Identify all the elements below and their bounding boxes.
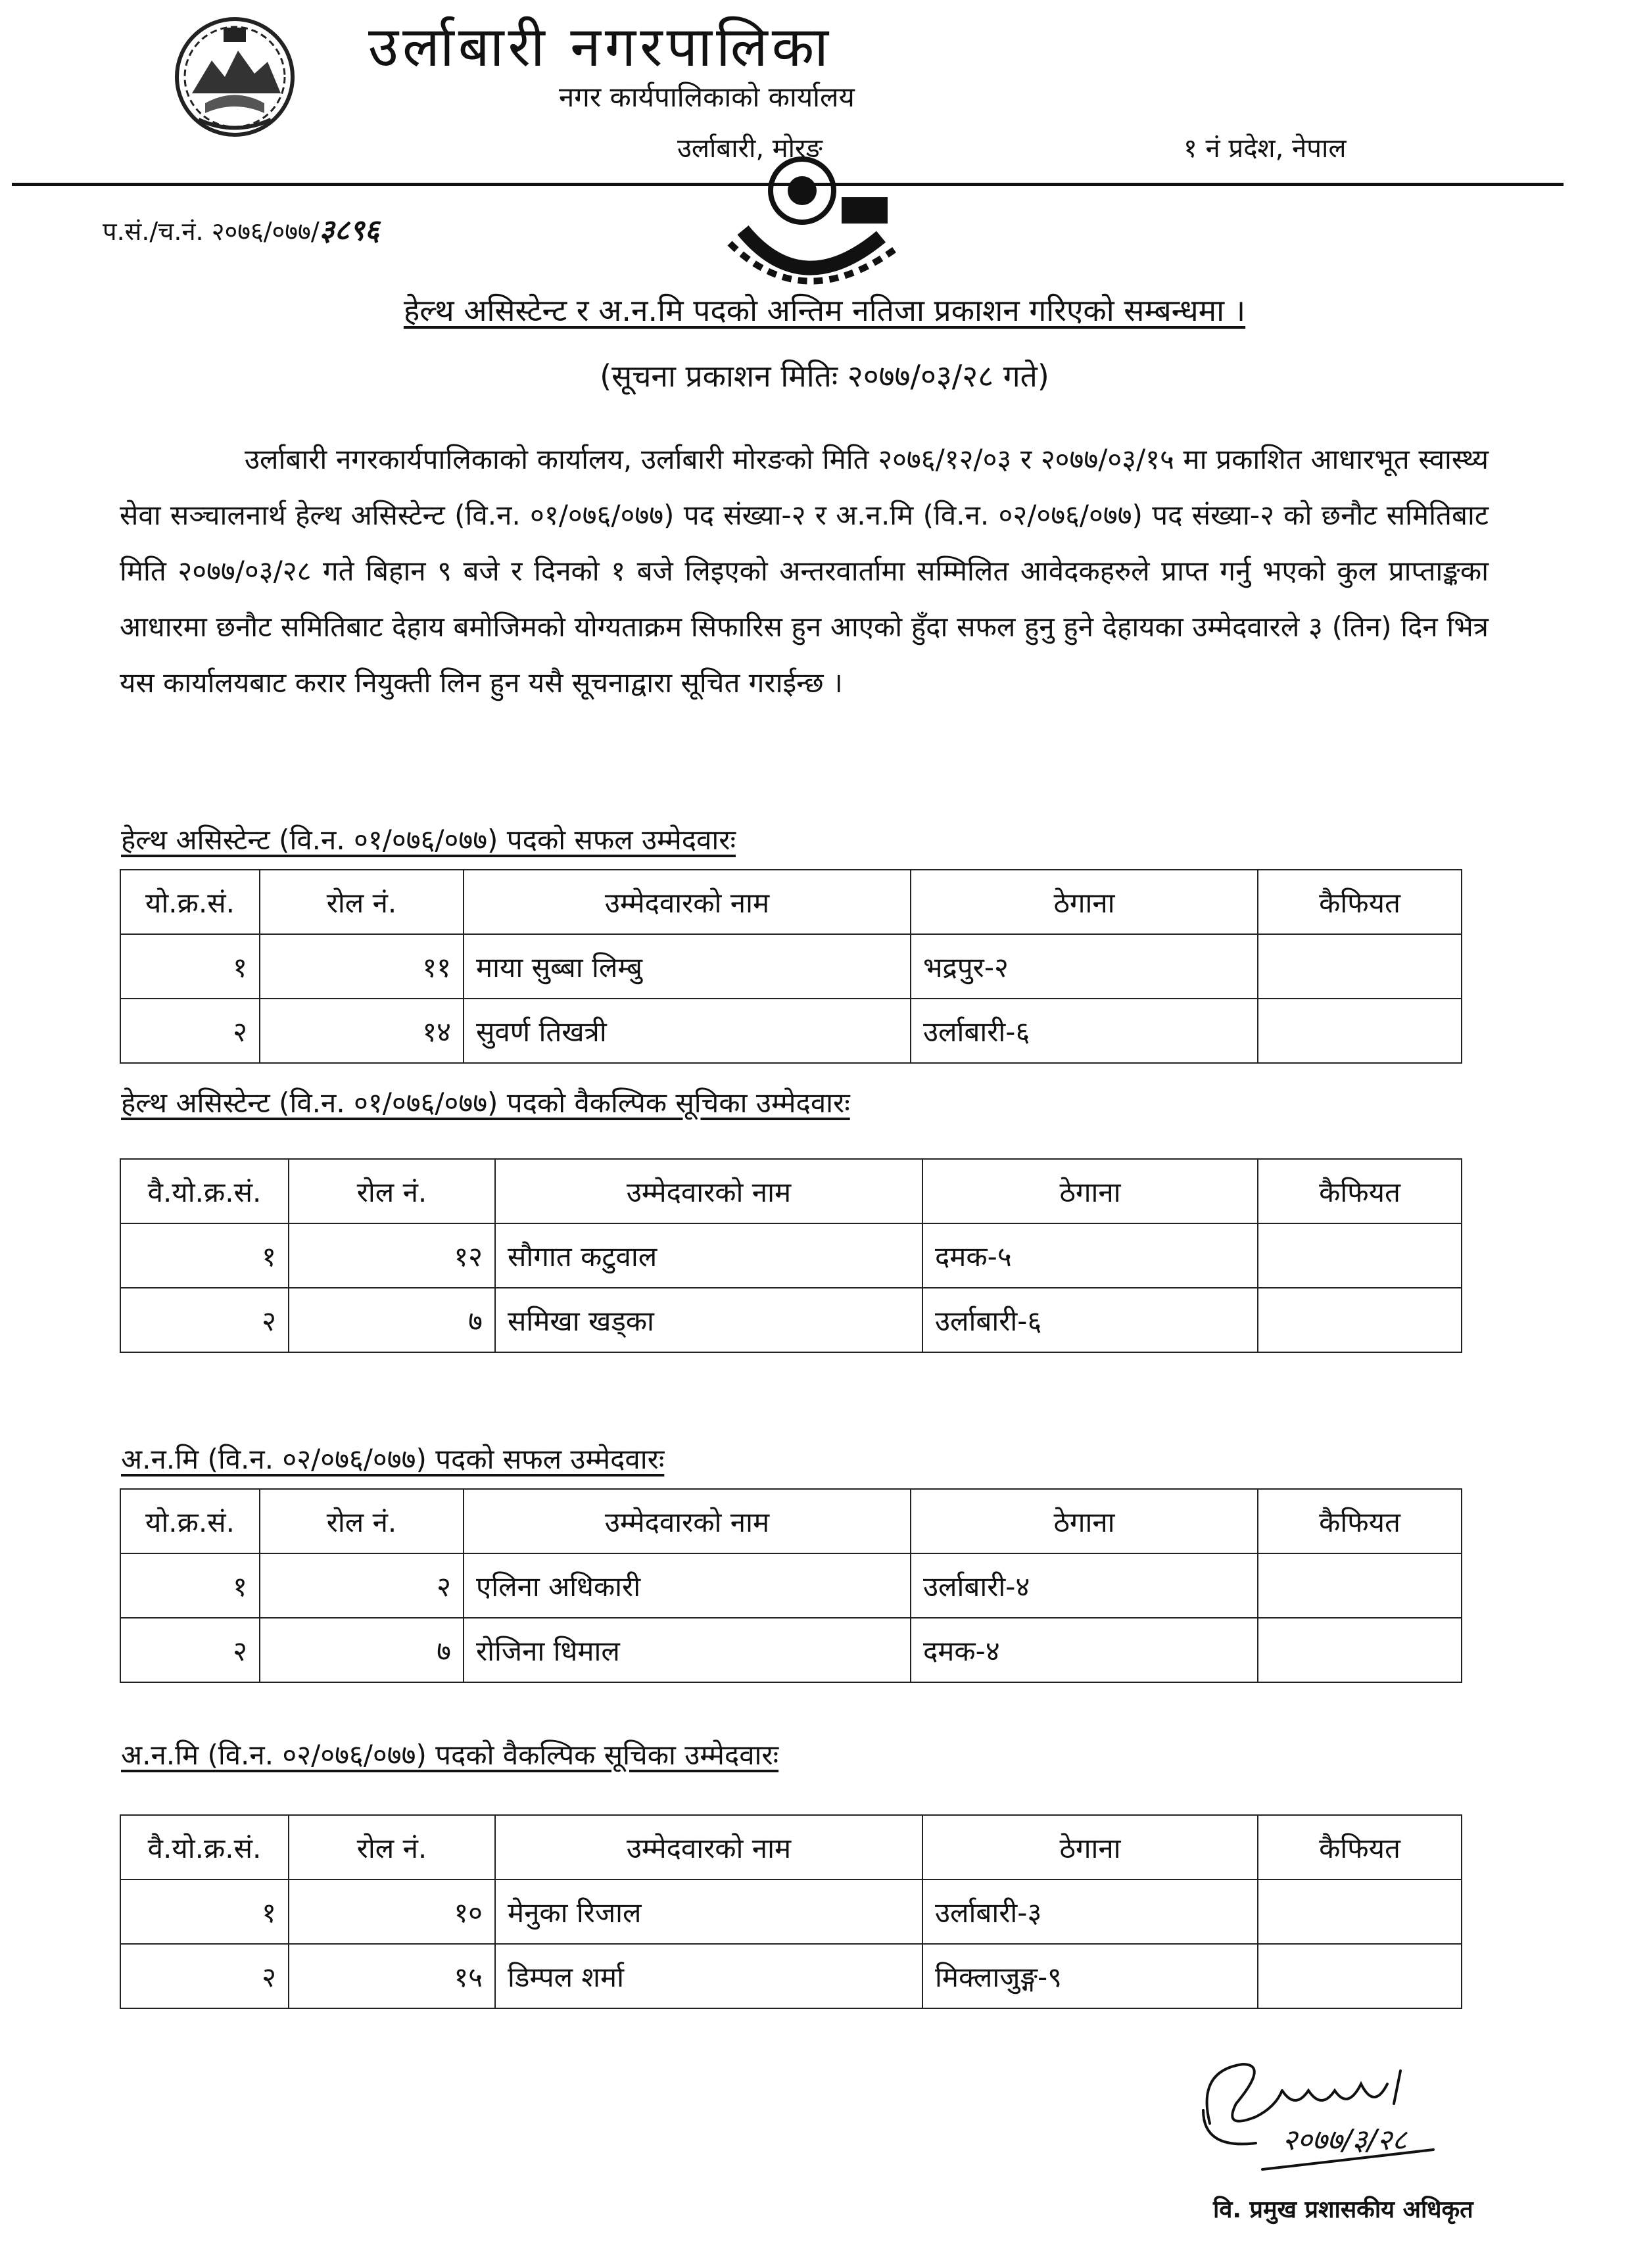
cell-roll: १४ (260, 999, 464, 1063)
table-anm-selected (120, 1488, 1462, 1683)
cell-name: समिखा खड्का (495, 1288, 922, 1352)
table-row (120, 1618, 1462, 1682)
cell-name: डिम्पल शर्मा (495, 1944, 922, 2008)
reference-number (103, 209, 379, 248)
cell-address: दमक-५ (922, 1223, 1258, 1288)
col-name: उम्मेदवारको नाम (464, 870, 911, 934)
col-remarks: कैफियत (1258, 1815, 1462, 1879)
cell-roll: १० (289, 1879, 495, 1944)
col-serial: यो.क्र.सं. (120, 870, 260, 934)
table-row (120, 1879, 1462, 1944)
col-roll: रोल नं. (289, 1159, 495, 1223)
col-address: ठेगाना (911, 1489, 1258, 1553)
notice-body: उर्लाबारी नगरकार्यपालिकाको कार्यालय, उर्लाबारी मोरङको मिति २०७६/१२/०३ र २०७७/०३/१५ मा प्रकाशित आधारभूत स्वास्थ्य सेवा सञ्चालनार्थ हेल्थ असिस्टेन्ट (वि.न. ०१/०७६/०७७) पद संख्या-२ र अ.न.मि (वि.न. ०२/०७६/०७७) पद संख्या-२ को छनौट समितिबाट मिति २०७७/०३/२८ गते बिहान ९ बजे र दिनको १ बजे लिइएको अन्तरवार्तामा सम्मिलित आवेदकहरुले प्राप्त गर्नु भएको कुल प्राप्ताङ्कका आधारमा छनौट समितिबाट देहाय बमोजिमको योग्यताक्रम सिफारिस हुन आएको हुँदा सफल हुनु हुने देहायका उम्मेदवारले ३ (तिन) दिन भित्र यस कार्यालयबाट करार नियुक्ती लिन हुन यसै सूचनाद्वारा सूचित गराईन्छ । (120, 443, 1489, 699)
cell-serial: २ (120, 999, 260, 1063)
cell-remarks (1258, 1879, 1462, 1944)
nepal-emblem-logo (172, 14, 297, 139)
cell-roll: १२ (289, 1223, 495, 1288)
col-name: उम्मेदवारको नाम (464, 1489, 911, 1553)
reference-handwritten: ३८९६ (319, 214, 380, 247)
col-name: उम्मेदवारको नाम (495, 1815, 922, 1879)
col-serial: यो.क्र.सं. (120, 1489, 260, 1553)
cell-remarks (1258, 1288, 1462, 1352)
table-row (120, 1223, 1462, 1288)
col-address: ठेगाना (922, 1159, 1258, 1223)
cell-serial: २ (120, 1288, 289, 1352)
col-serial: वै.यो.क्र.सं. (120, 1815, 289, 1879)
cell-roll: ७ (289, 1288, 495, 1352)
cell-address: उर्लाबारी-६ (911, 999, 1258, 1063)
table-row (120, 934, 1462, 999)
cell-serial: २ (120, 1944, 289, 2008)
cell-serial: १ (120, 934, 260, 999)
col-serial: वै.यो.क्र.सं. (120, 1159, 289, 1223)
col-roll: रोल नं. (260, 870, 464, 934)
cell-name: एलिना अधिकारी (464, 1553, 911, 1618)
cell-serial: १ (120, 1553, 260, 1618)
table-row (120, 1288, 1462, 1352)
office-province: १ नं प्रदेश, नेपाल (1183, 133, 1347, 164)
cell-name: सौगात कटुवाल (495, 1223, 922, 1288)
cell-remarks (1258, 934, 1462, 999)
table-ha-selected (120, 869, 1462, 1064)
table-header-row (120, 1489, 1462, 1553)
col-name: उम्मेदवारको नाम (495, 1159, 922, 1223)
cell-serial: १ (120, 1879, 289, 1944)
cell-address: उर्लाबारी-६ (922, 1288, 1258, 1352)
signature-date: २०७७/३/२८ (1282, 2123, 1407, 2157)
cell-name: रोजिना धिमाल (464, 1618, 911, 1682)
cell-address: भद्रपुर-२ (911, 934, 1258, 999)
table-anm-alternate (120, 1814, 1462, 2009)
cell-name: मेनुका रिजाल (495, 1879, 922, 1944)
office-subtitle: नगर कार्यपालिकाको कार्यालय (559, 81, 855, 113)
cell-remarks (1258, 1618, 1462, 1682)
office-place: उर्लाबारी, मोरङ (677, 133, 823, 164)
cell-address: उर्लाबारी-३ (922, 1879, 1258, 1944)
cell-remarks (1258, 1223, 1462, 1288)
cell-address: दमक-४ (911, 1618, 1258, 1682)
cell-remarks (1258, 999, 1462, 1063)
handwritten-signature (1183, 2044, 1460, 2189)
table-row (120, 1944, 1462, 2008)
col-address: ठेगाना (911, 870, 1258, 934)
table-row (120, 999, 1462, 1063)
table-row (120, 1553, 1462, 1618)
cell-remarks (1258, 1553, 1462, 1618)
table-header-row (120, 1815, 1462, 1879)
col-address: ठेगाना (922, 1815, 1258, 1879)
cell-serial: १ (120, 1223, 289, 1288)
publication-date: (सूचना प्रकाशन मितिः २०७७/०३/२८ गते) (600, 358, 1049, 394)
cell-remarks (1258, 1944, 1462, 2008)
cell-serial: २ (120, 1618, 260, 1682)
table-header-row (120, 1159, 1462, 1223)
cell-name: सुवर्ण तिखत्री (464, 999, 911, 1063)
cell-roll: १५ (289, 1944, 495, 2008)
cell-address: उर्लाबारी-४ (911, 1553, 1258, 1618)
col-roll: रोल नं. (289, 1815, 495, 1879)
section-heading-anm-alternate: अ.न.मि (वि.न. ०२/०७६/०७७) पदको वैकल्पिक सूचिका उम्मेदवारः (121, 1739, 779, 1771)
cell-address: मिक्लाजुङ्ग-९ (922, 1944, 1258, 2008)
col-remarks: कैफियत (1258, 1489, 1462, 1553)
cell-roll: ११ (260, 934, 464, 999)
section-heading-ha-alternate: हेल्थ असिस्टेन्ट (वि.न. ०१/०७६/०७७) पदको वैकल्पिक सूचिका उम्मेदवारः (121, 1087, 850, 1119)
col-roll: रोल नं. (260, 1489, 464, 1553)
table-header-row (120, 870, 1462, 934)
notice-subject: हेल्थ असिस्टेन्ट र अ.न.मि पदको अन्तिम नतिजा प्रकाशन गरिएको सम्बन्धमा । (403, 293, 1246, 328)
table-ha-alternate (120, 1158, 1462, 1353)
col-remarks: कैफियत (1258, 870, 1462, 934)
col-remarks: कैफियत (1258, 1159, 1462, 1223)
section-heading-ha-selected: हेल्थ असिस्टेन्ट (वि.न. ०१/०७६/०७७) पदको सफल उम्मेदवारः (121, 824, 736, 856)
cell-roll: २ (260, 1553, 464, 1618)
reference-prefix: प.सं./च.नं. २०७६/०७७/ (103, 217, 320, 246)
cell-roll: ७ (260, 1618, 464, 1682)
section-heading-anm-selected: अ.न.मि (वि.न. ०२/०७६/०७७) पदको सफल उम्मेदवारः (121, 1443, 665, 1475)
signer-title: वि. प्रमुख प्रशासकीय अधिकृत (1213, 2196, 1473, 2223)
office-name: उर्लाबारी नगरपालिका (368, 14, 832, 79)
cell-name: माया सुब्बा लिम्बु (464, 934, 911, 999)
